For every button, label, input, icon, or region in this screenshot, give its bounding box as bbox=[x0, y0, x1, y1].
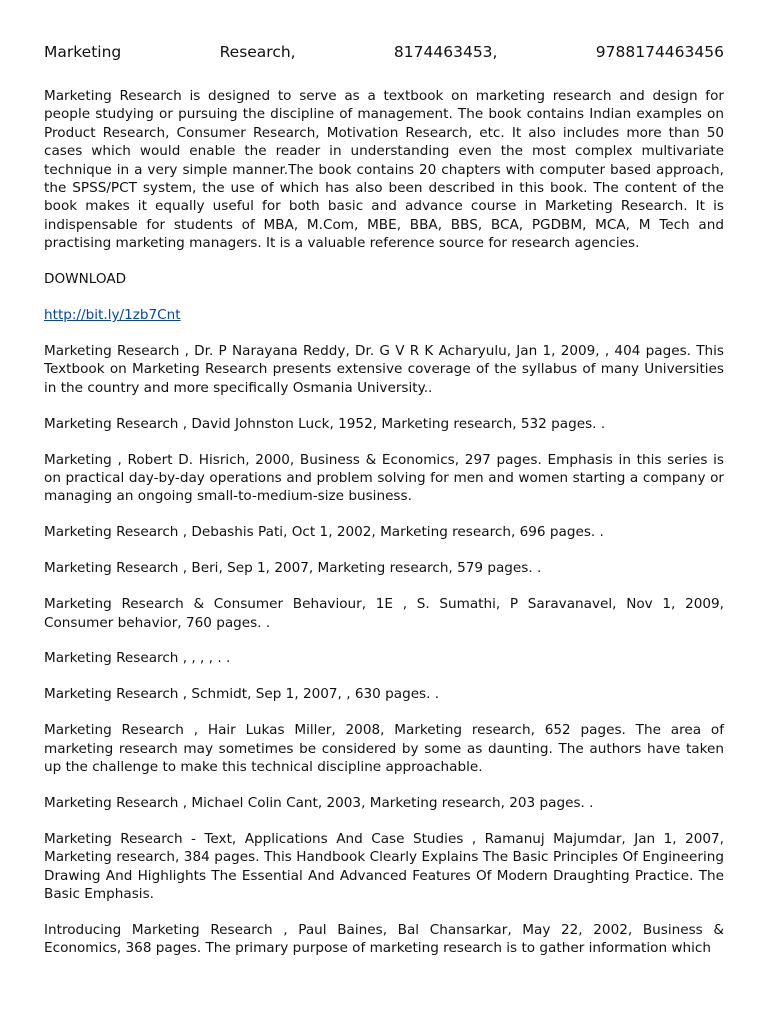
book-entry: Marketing Research , Debashis Pati, Oct 1, 2002, Marketing research, 696 pages. . bbox=[44, 524, 604, 541]
document-header bbox=[44, 42, 724, 62]
book-entry: Marketing Research , Schmidt, Sep 1, 2007, , 630 pages. . bbox=[44, 686, 440, 703]
header-isbn13: 9788174463456 bbox=[595, 43, 724, 61]
book-entry: Marketing Research , Michael Colin Cant, 2003, Marketing research, 203 pages. . bbox=[44, 794, 594, 811]
book-description: Marketing Research is designed to serve as a textbook on marketing research and design for people studying or pursuing the discipline of management. The book contains Indian examples on Product Research, Consumer Research, Motivation Research, etc. It also includes more than 50 cases which would enable the reader in understanding even the most complex multivariate technique in a very simple manner.The book contains 20 chapters with computer based approach, the SPSS/PCT system, the use of which has also been described in this book. The content of the book makes it equally useful for both basic and advance course in Marketing Research. It is indispensable for students of MBA, M.Com, MBE, BBA, BBS, BCA, PGDBM, MCA, M Tech and practising marketing managers. It is a valuable reference source for research agencies. bbox=[44, 88, 724, 252]
book-entry: Marketing Research - Text, Applications And Case Studies , Ramanuj Majumdar, Jan 1, 2007, Marketing research, 384 pages. This Handbook Clearly Explains The Basic Principles Of Engineering Drawing And Highlights The Essential And Advanced Features Of Modern Draughting Practice. The Basic Emphasis. bbox=[44, 830, 724, 903]
download-link-paragraph bbox=[44, 306, 724, 324]
book-entry: Marketing Research , Beri, Sep 1, 2007, Marketing research, 579 pages. . bbox=[44, 560, 542, 577]
header-title: Marketing bbox=[44, 43, 122, 61]
download-link[interactable]: http://bit.ly/1zb7Cnt bbox=[44, 307, 181, 324]
book-entry: Marketing , Robert D. Hisrich, 2000, Business & Economics, 297 pages. Emphasis in this series is on practical day-by-day operations and problem solving for men and women starting a company or managing an ongoing small-to-medium-size business. bbox=[44, 451, 724, 505]
document-body bbox=[44, 87, 724, 975]
book-entry: Marketing Research , David Johnston Luck, 1952, Marketing research, 532 pages. . bbox=[44, 415, 606, 432]
book-entry: Marketing Research , Dr. P Narayana Reddy, Dr. G V R K Acharyulu, Jan 1, 2009, , 404 pages. This Textbook on Marketing Research presents extensive coverage of the syllabus of many Universities in the country and more specifically Osmania University.. bbox=[44, 342, 724, 396]
book-entry: Marketing Research & Consumer Behaviour, 1E , S. Sumathi, P Saravanavel, Nov 1, 2009, Consumer behavior, 760 pages. . bbox=[44, 596, 724, 631]
header-isbn10: 8174463453, bbox=[393, 43, 498, 61]
book-entry: Introducing Marketing Research , Paul Baines, Bal Chansarkar, May 22, 2002, Business & Economics, 368 pages. The primary purpose of marketing research is to gather information which bbox=[44, 922, 724, 957]
header-subtitle: Research, bbox=[219, 43, 296, 61]
download-label: DOWNLOAD bbox=[44, 271, 127, 288]
book-entry: Marketing Research , Hair Lukas Miller, 2008, Marketing research, 652 pages. The area of marketing research may sometimes be considered by some as daunting. The authors have taken up the challenge to make this technical discipline approachable. bbox=[44, 722, 724, 776]
book-entry: Marketing Research , , , , . . bbox=[44, 650, 231, 667]
